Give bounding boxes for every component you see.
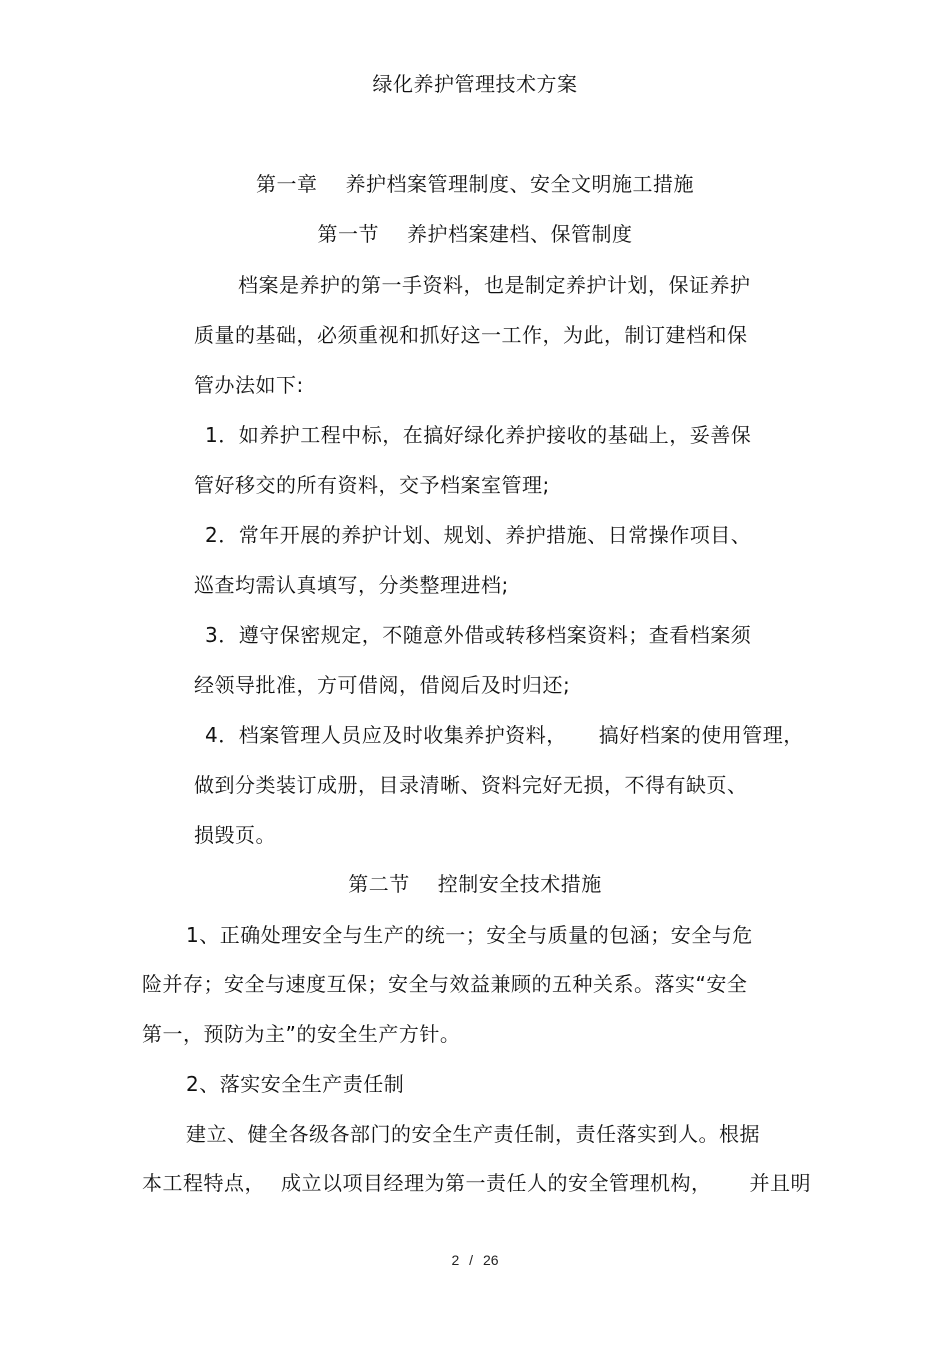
list-item: [205, 722, 804, 748]
paragraph-line: 第一，预防为主”的安全生产方针。: [142, 1022, 461, 1046]
paragraph-line: [142, 1170, 811, 1196]
list-item: [205, 522, 751, 548]
paragraph-line: 管办法如下:: [194, 373, 304, 397]
list-item-text: 档案管理人员应及时收集养护资料，: [238, 723, 567, 747]
page-separator: /: [469, 1252, 474, 1268]
section-label: 第二节: [348, 872, 410, 896]
list-item-continuation: 巡查均需认真填写，分类整理进档;: [194, 573, 509, 597]
list-item-number: 4．: [205, 723, 239, 747]
chapter-title: 养护档案管理制度、安全文明施工措施: [345, 172, 694, 196]
list-item-continuation: 做到分类装订成册，目录清晰、资料完好无损，不得有缺页、: [194, 773, 748, 797]
section-title: 控制安全技术措施: [437, 872, 602, 896]
paragraph-line: 建立、健全各级各部门的安全生产责任制，责任落实到人。根据: [186, 1122, 760, 1146]
list-item-text: 常年开展的养护计划、规划、养护措施、日常操作项目、: [238, 523, 752, 547]
list-item-number: 3．: [205, 623, 239, 647]
page-indicator: [0, 1252, 950, 1268]
paragraph-line: 1、正确处理安全与生产的统一；安全与质量的包涵；安全与危: [186, 923, 753, 947]
list-item-text: 遵守保密规定，不随意外借或转移档案资料；查看档案须: [238, 623, 752, 647]
paragraph-fragment: 成立以项目经理为第一责任人的安全管理机构，: [281, 1171, 712, 1195]
list-item-continuation: 管好移交的所有资料，交予档案室管理;: [194, 473, 550, 497]
section-heading: [0, 871, 950, 897]
section-heading: [0, 221, 950, 247]
list-item: [205, 422, 751, 448]
paragraph-fragment: 并且明: [749, 1171, 811, 1195]
paragraph-line: 险并存；安全与速度互保；安全与效益兼顾的五种关系。落实“安全: [142, 972, 748, 996]
document-title: 绿化养护管理技术方案: [372, 72, 578, 96]
section-label: 第一节: [317, 222, 379, 246]
page-current: 2: [451, 1252, 460, 1268]
list-item-text: 如养护工程中标，在搞好绿化养护接收的基础上，妥善保: [238, 423, 752, 447]
list-item-text: 搞好档案的使用管理，: [598, 723, 804, 747]
list-item-continuation: 经领导批准，方可借阅，借阅后及时归还;: [194, 673, 571, 697]
list-item-continuation: 损毁页。: [194, 823, 276, 847]
paragraph-line: 质量的基础，必须重视和抓好这一工作，为此，制订建档和保: [194, 323, 748, 347]
chapter-label: 第一章: [256, 172, 318, 196]
list-item-number: 1．: [205, 423, 239, 447]
chapter-heading: [0, 171, 950, 197]
paragraph-fragment: 本工程特点，: [142, 1171, 265, 1195]
page-total: 26: [482, 1252, 499, 1268]
section-title: 养护档案建档、保管制度: [407, 222, 633, 246]
list-item: [205, 622, 751, 648]
paragraph-heading: 2、落实安全生产责任制: [186, 1072, 405, 1096]
list-item-number: 2．: [205, 523, 239, 547]
paragraph-line: 档案是养护的第一手资料，也是制定养护计划，保证养护: [238, 273, 751, 297]
